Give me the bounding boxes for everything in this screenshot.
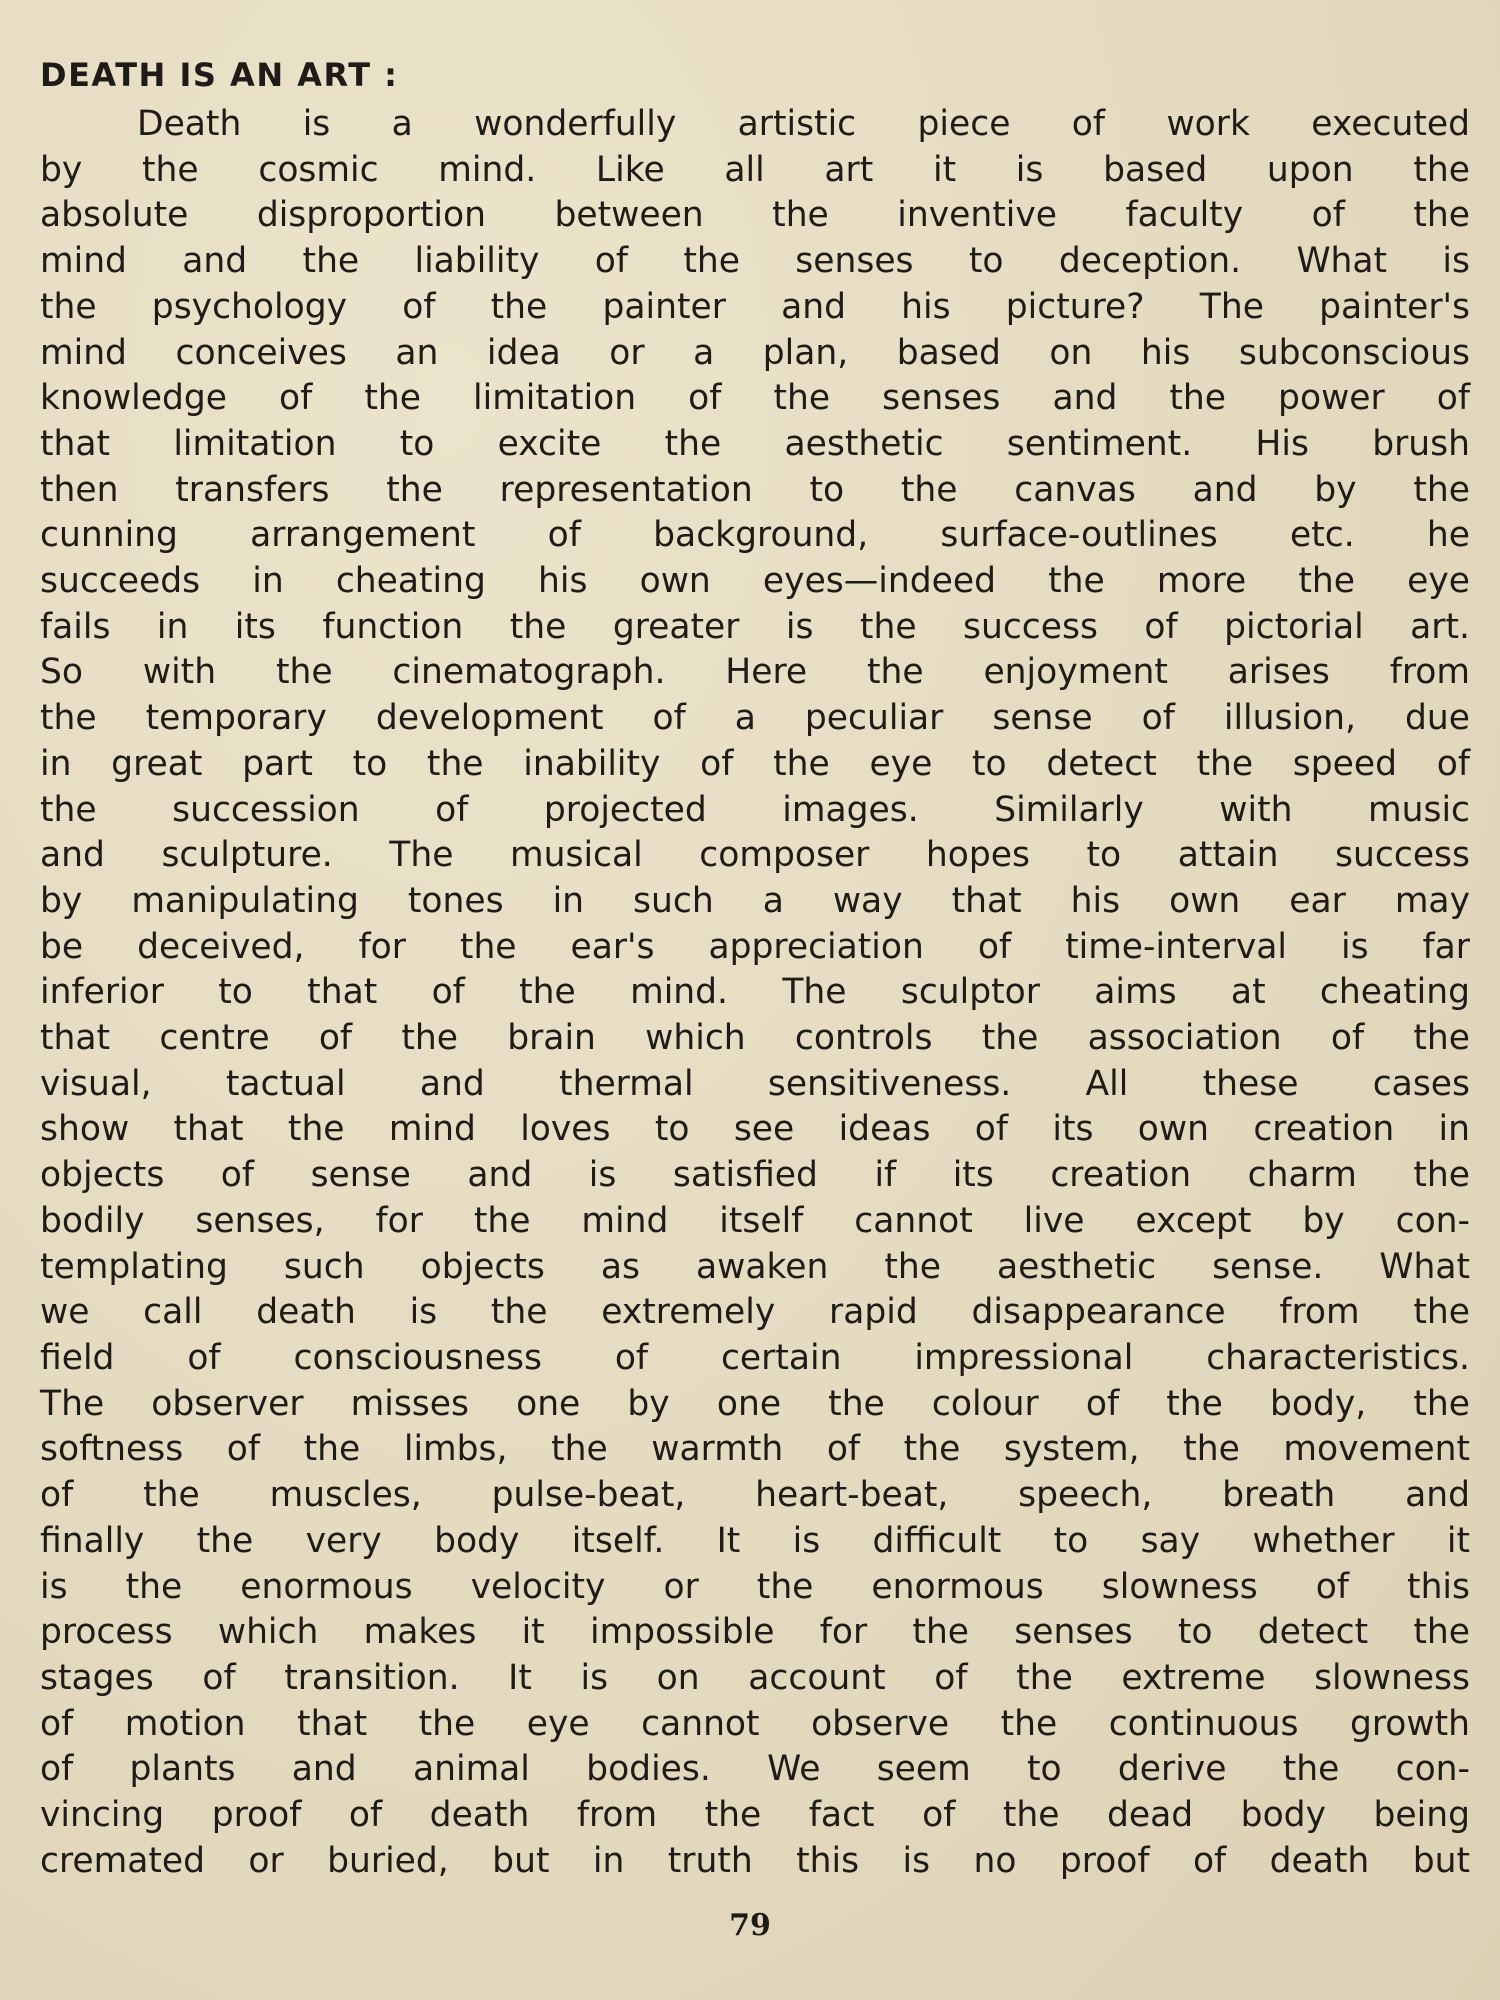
- text-line: the temporary development of a peculiar sense of illusion, due: [40, 698, 1470, 739]
- text-line: of plants and animal bodies. We seem to derive the con-: [40, 1749, 1470, 1790]
- text-line: stages of transition. It is on account of the extreme slowness: [40, 1657, 1470, 1698]
- text-line: then transfers the representation to the canvas and by the: [40, 469, 1470, 510]
- section-heading: DEATH IS AN ART :: [40, 56, 399, 94]
- text-line: that centre of the brain which controls the association of the: [40, 1018, 1470, 1059]
- body-paragraph: [40, 102, 1470, 1884]
- text-line: of the muscles, pulse-beat, heart-beat, speech, breath and: [40, 1475, 1470, 1516]
- text-line: inferior to that of the mind. The sculptor aims at cheating: [40, 972, 1470, 1013]
- text-line: we call death is the extremely rapid disappearance from the: [40, 1292, 1470, 1333]
- text-line: mind and the liability of the senses to deception. What is: [40, 241, 1470, 282]
- text-line: that limitation to excite the aesthetic sentiment. His brush: [40, 423, 1470, 464]
- text-line: of motion that the eye cannot observe the continuous growth: [40, 1703, 1470, 1744]
- text-line: by manipulating tones in such a way that his own ear may: [40, 880, 1470, 921]
- text-line: cremated or buried, but in truth this is no proof of death but: [40, 1840, 1470, 1881]
- text-line: fails in its function the greater is the success of pictorial art.: [40, 606, 1470, 647]
- text-line: visual, tactual and thermal sensitiveness. All these cases: [40, 1063, 1470, 1104]
- text-line: absolute disproportion between the inventive faculty of the: [40, 195, 1470, 236]
- text-line: softness of the limbs, the warmth of the system, the movement: [40, 1429, 1470, 1470]
- text-line: knowledge of the limitation of the senses and the power of: [40, 378, 1470, 419]
- text-line: So with the cinematograph. Here the enjoyment arises from: [40, 652, 1470, 693]
- text-line: objects of sense and is satisfied if its creation charm the: [40, 1155, 1470, 1196]
- text-line: and sculpture. The musical composer hopes to attain success: [40, 835, 1470, 876]
- text-line: show that the mind loves to see ideas of its own creation in: [40, 1109, 1470, 1150]
- text-line: cunning arrangement of background, surface-outlines etc. he: [40, 515, 1470, 556]
- text-line: field of consciousness of certain impressional characteristics.: [40, 1337, 1470, 1378]
- text-line: be deceived, for the ear's appreciation of time-interval is far: [40, 926, 1470, 967]
- text-line: the succession of projected images. Similarly with music: [40, 789, 1470, 830]
- text-line: bodily senses, for the mind itself cannot live except by con-: [40, 1200, 1470, 1241]
- text-line: The observer misses one by one the colour of the body, the: [40, 1383, 1470, 1424]
- text-line: finally the very body itself. It is difficult to say whether it: [40, 1520, 1470, 1561]
- text-line: vincing proof of death from the fact of the dead body being: [40, 1795, 1470, 1836]
- text-line: templating such objects as awaken the aesthetic sense. What: [40, 1246, 1470, 1287]
- text-line: Death is a wonderfully artistic piece of work executed: [137, 104, 1470, 144]
- text-line: succeeds in cheating his own eyes—indeed the more the eye: [40, 561, 1470, 602]
- text-line: mind conceives an idea or a plan, based on his subconscious: [40, 332, 1470, 373]
- text-line: is the enormous velocity or the enormous slowness of this: [40, 1566, 1470, 1607]
- page-number: 79: [729, 1908, 771, 1943]
- text-line: in great part to the inability of the eye to detect the speed of: [40, 743, 1470, 784]
- text-line: the psychology of the painter and his picture? The painter's: [40, 286, 1470, 327]
- text-line: process which makes it impossible for the senses to detect the: [40, 1612, 1470, 1653]
- text-line: by the cosmic mind. Like all art it is based upon the: [40, 149, 1470, 190]
